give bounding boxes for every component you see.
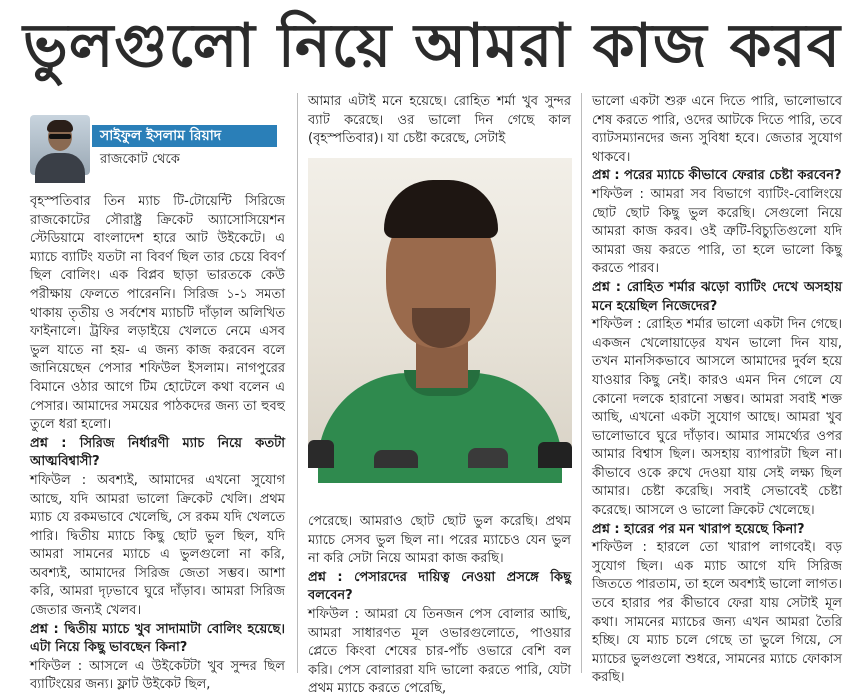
question-3: প্রশ্ন : পেসারদের দায়িত্ব নেওয়া প্রসঙ্গে কিছু বলবেন? [308, 569, 571, 604]
author-name: সাইফুল ইসলাম রিয়াদ [92, 125, 277, 147]
question-5: প্রশ্ন : রোহিত শর্মার ঝড়ো ব্যাটিং দেখে অসহায় মনে হয়েছিল নিজেদের? [592, 279, 842, 314]
column-rule [581, 93, 582, 673]
answer-2: শফিউল : আসলে এ উইকেটটা খুব সুন্দর ছিল ব্যাটিংয়ের জন্য। ফ্লাট উইকেট ছিল, [30, 658, 285, 693]
answer-5: শফিউল : রোহিত শর্মার ভালো একটা দিন গেছে। একজন খেলোয়াড়ের যখন ভালো দিন যায়, তখন মানসিকভাবে আসলে আমাদের দুর্বল হয়ে যাওয়ার কিছু নেই। কারও এমন দিন গেলে যে কোনো দলকে হারানো সম্ভব। আমরা সবাই শক্ত আছি, এখনো একটা সুযোগ আছে। আমরা খুব ভালোভাবে ঘুরে দাঁড়াব। আমার সামর্থ্যের ওপর আমার বিশ্বাস ছিল। অসহায় ব্যাপারটা ছিল না। কীভাবে ওকে রুখে দেওয়া যায় সেই লক্ষ্য ছিল আমার। চেষ্টা করেছি। সবাই সেভাবেই চেষ্টা করেছে। আসলে ও ভালো ক্রিকেট খেলেছে। [592, 317, 842, 519]
column-2-top [308, 93, 571, 153]
column-2-bottom [308, 513, 571, 697]
intro-paragraph: বৃহস্পতিবার তিন ম্যাচ টি-টোয়েন্টি সিরিজে রাজকোটের সৌরাষ্ট্র ক্রিকেট অ্যাসোসিয়েশন স্টেডিয়ামে বাংলাদেশ হারে আট উইকেটে। এ ম্যাচে ব্যাটিং যতটা না বিবর্ণ ছিল তার চেয়ে বিবর্ণ ছিল বোলিং। এক বিপ্লব ছাড়া ভারতকে কেউ পরীক্ষায় ফেলতে পারেননি। সিরিজ ১-১ সমতা থাকায় তৃতীয় ও সর্বশেষ ম্যাচটি দাঁড়াল অলিখিত ফাইনালে। ট্রফির লড়াইয়ে খেলতে নেমে এসব ভুল যাতে না হয়- এ জন্য কাজ করবেন বলে জানিয়েছেন পেসার শফিউল ইসলাম। নাগপুরের বিমানে ওঠার আগে টিম হোটেলে কথা বলেন এ পেসার। আমাদের সময়ের পাঠকদের জন্য তা হুবহু তুলে ধরা হলো। [30, 194, 285, 433]
answer-1: শফিউল : অবশ্যই, আমাদের এখনো সুযোগ আছে, যদি আমরা ভালো ক্রিকেট খেলি। প্রথম ম্যাচ যে রকমভাবে খেলেছি, সে রকম যদি খেলতে পারি। দ্বিতীয় ম্যাচে কিছু ছোট ভুল ছিল, যদি আমরা সামনের ম্যাচে এ ভুলগুলো না করি, অবশ্যই, আমাদের সিরিজ জেতা সম্ভব। আশা করি, আমরা দৃঢ়ভাবে ঘুরে দাঁড়াব। আমরা সিরিজ জেতার জন্যই খেলব। [30, 472, 285, 619]
answer-6: শফিউল : হারলে তো খারাপ লাগবেই। বড় সুযোগ ছিল। এক ম্যাচ আগে যদি সিরিজ জিততে পারতাম, তা হলে অবশ্যই ভালো লাগত। তবে হারার পর কীভাবে ফেরা যায় সেটাই মূল কথা। সামনের ম্যাচের জন্য এখন আমরা তৈরি হচ্ছি। যে ম্যাচ চলে গেছে তা ভুলে গিয়ে, সে ম্যাচের ভুলগুলো শুধরে, সামনের ম্যাচে ফোকাস করছি। [592, 540, 842, 686]
author-location: রাজকোট থেকে [100, 152, 180, 167]
question-2: প্রশ্ন : দ্বিতীয় ম্যাচে খুব সাদামাটা বোলিং হয়েছে। এটা নিয়ে কিছু ভাবছেন কিনা? [30, 621, 285, 656]
answer-4: শফিউল : আমরা সব বিভাগে ব্যাটিং-বোলিংয়ে ছোট ছোট কিছু ভুল করেছি। সেগুলো নিয়ে আমরা কাজ করব। ওই ত্রুটি-বিচ্যুতিগুলো যদি আমরা জয় করতে পারি, তা হলে ভালো কিছু করতে পারব। [592, 186, 842, 277]
question-1: প্রশ্ন : সিরিজ নির্ধারণী ম্যাচ নিয়ে কতটা আত্মবিশ্বাসী? [30, 435, 285, 470]
question-6: প্রশ্ন : হারের পর মন খারাপ হয়েছে কিনা? [592, 521, 805, 537]
column-rule [297, 93, 298, 673]
byline [30, 115, 280, 175]
column-3 [592, 93, 842, 686]
author-avatar [30, 115, 90, 175]
answer-2-end: পেরেছে। আমরাও ছোট ছোট ভুল করেছি। প্রথম ম্যাচে সেসব ভুল ছিল না। পরের ম্যাচেও যেন ভুল না করি সেটা নিয়ে আমরা কাজ করছি। [308, 514, 571, 567]
player-photo [308, 158, 572, 468]
answer-2-continued: আমার এটাই মনে হয়েছে। রোহিত শর্মা খুব সুন্দর ব্যাট করেছে। ওর ভালো দিন গেছে কাল (বৃহস্পতিবার)। যা চেষ্টা করেছে, সেটাই [308, 94, 571, 147]
question-4: প্রশ্ন : পরের ম্যাচে কীভাবে ফেরার চেষ্টা করবেন? [592, 168, 842, 184]
headline: ভুলগুলো নিয়ে আমরা কাজ করব [23, 11, 841, 81]
column-1 [30, 193, 285, 693]
answer-3-continued: ভালো একটা শুরু এনে দিতে পারি, ভালোভাবে শেষ করতে পারি, ওদের আটকে দিতে পারি, তবে ব্যাটসম্যানদের জন্য সুবিধা হবে। জেতার সুযোগ থাকবে। [592, 94, 842, 165]
answer-3: শফিউল : আমরা যে তিনজন পেস বোলার আছি, আমরা সাধারণত মূল ওভারগুলোতে, পাওয়ার প্লেতে কিংবা শেষের চার-পাঁচ ওভারে বেশি বল করি। পেস বোলাররা যদি ভালো করতে পারি, যেটা প্রথম ম্যাচে করতে পেরেছি, [308, 606, 571, 697]
